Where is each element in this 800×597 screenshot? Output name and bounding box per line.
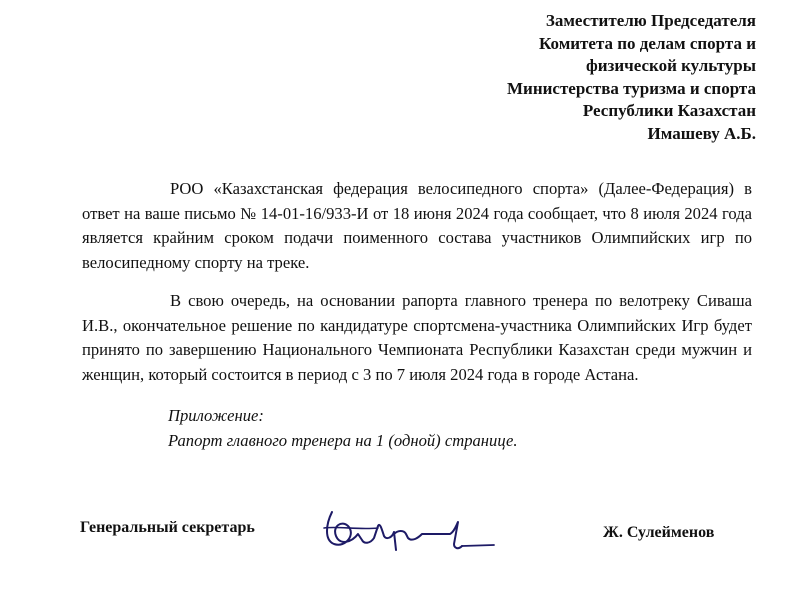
attachment-text: Рапорт главного тренера на 1 (одной) странице. — [168, 430, 518, 450]
addressee-line: Имашеву А.Б. — [647, 123, 756, 143]
addressee-line: Заместителю Председателя — [545, 11, 756, 30]
addressee-line: Министерства туризма и спорта — [506, 78, 756, 98]
signatory-name: Ж. Сулейменов — [603, 524, 715, 541]
handwritten-signature — [318, 504, 498, 560]
attachment-block — [168, 404, 518, 453]
attachment-heading: Приложение: — [168, 406, 264, 425]
addressee-block — [507, 10, 756, 145]
letter-body — [82, 177, 752, 387]
addressee-line: Комитета по делам спорта и — [539, 33, 756, 53]
addressee-line: физической культуры — [585, 56, 756, 75]
body-paragraph-2: В свою очередь, на основании рапорта главного тренера по велотреку Сиваша И.В., окончательное решение по кандидатуре спортсмена-участника Олимпийских Игр будет принято по завершению Национального Чемпионата Республики Казахстан среди мужчин и женщин, который состоится в период с 3 по 7 июля 2024 года в городе Астана. — [82, 291, 752, 384]
signatory-title: Генеральный секретарь — [80, 519, 255, 536]
addressee-line: Республики Казахстан — [582, 101, 756, 120]
body-paragraph-1: РОО «Казахстанская федерация велосипедного спорта» (Далее-Федерация) в ответ на ваше письмо № 14-01-16/933-И от 18 июня 2024 года сообщает, что 8 июля 2024 года является крайним сроком подачи поименного состава участников Олимпийских игр по велосипедному спорту на треке. — [82, 179, 752, 272]
